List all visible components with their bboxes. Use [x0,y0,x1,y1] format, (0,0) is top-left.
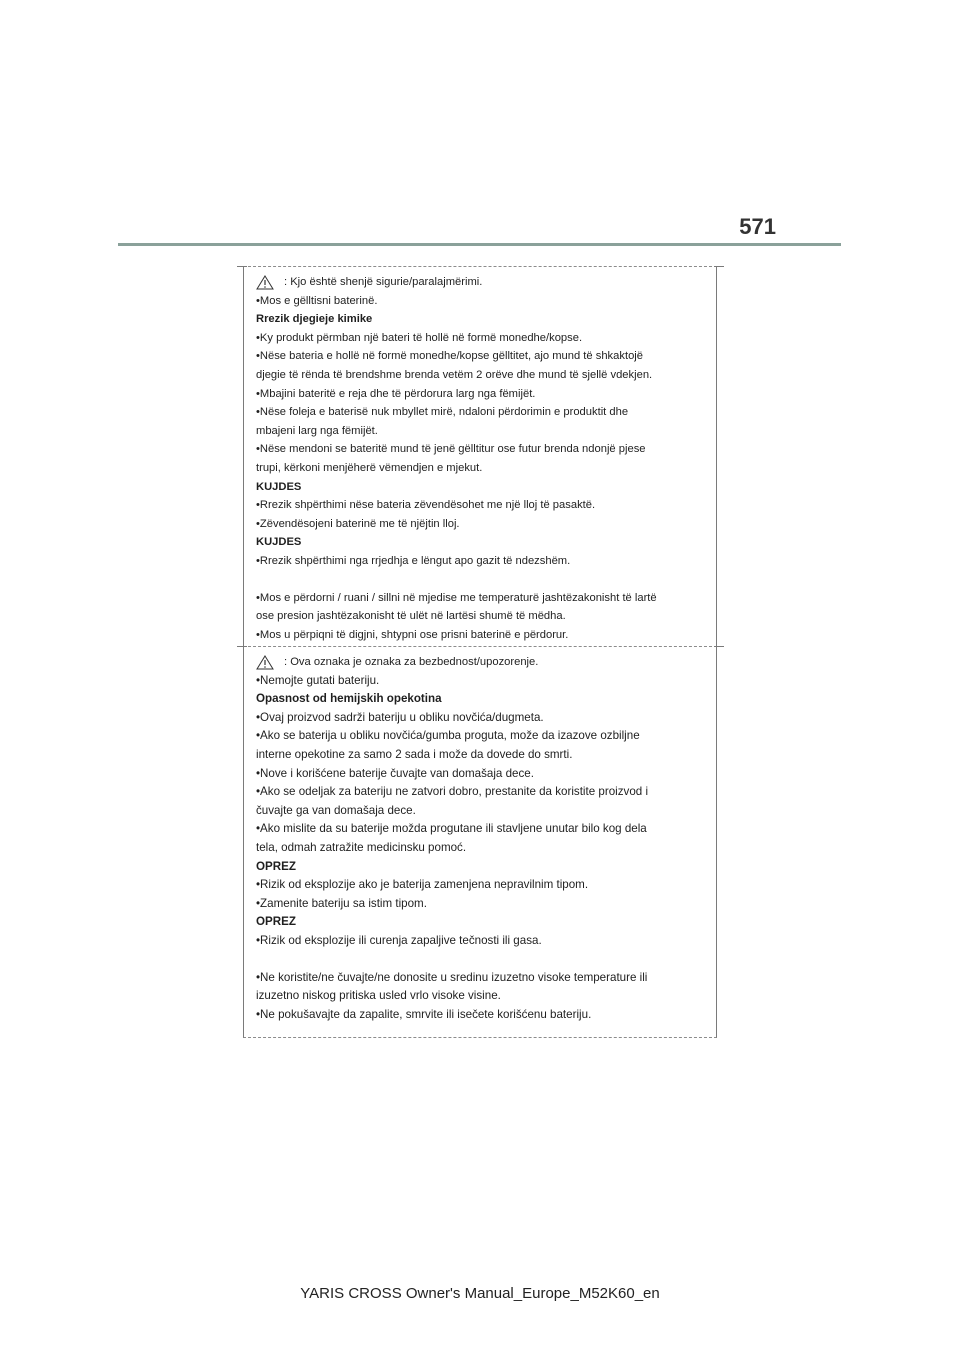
warning-heading-text: : Ova oznaka je oznaka za bezbednost/upozorenje. [284,656,539,668]
label-line: •Ako se baterija u obliku novčića/gumba proguta, može da izazove ozbiljne [256,729,640,743]
crop-mark [237,646,247,647]
label-line: •Zëvendësojeni baterinë me të njëjtin lloj. [256,517,460,530]
label-line: •Rizik od eksplozije ili curenja zapaljive tečnosti ili gasa. [256,933,542,947]
label-line: izuzetno niskog pritiska usled vrlo visoke visine. [256,989,501,1003]
section-heading: KUJDES [256,536,302,549]
label-line: čuvajte ga van domašaja dece. [256,803,416,817]
warning-heading [256,273,716,292]
label-line: •Nove i korišćene baterije čuvajte van domašaja dece. [256,766,534,780]
label-line: ose presion jashtëzakonisht të ulët në lartësi shumë të mëdha. [256,610,566,623]
warning-triangle-icon [256,655,274,670]
section-heading: OPREZ [256,859,296,873]
warning-triangle-icon [256,275,274,290]
label-line: trupi, kërkoni menjëherë vëmendjen e mjekut. [256,461,483,474]
label-line: •Mos e përdorni / ruani / sillni në mjedise me temperaturë jashtëzakonisht të lartë [256,591,657,604]
label-line: djegie të rënda të brendshme brenda vetëm 2 orëve dhe mund të sjellë vdekjen. [256,368,653,381]
label-line: •Mos u përpiqni të digjni, shtypni ose prisni baterinë e përdorur. [256,628,569,641]
label-block-serbian [243,646,717,1038]
label-line: •Rizik od eksplozije ako je baterija zamenjena nepravilnim tipom. [256,878,589,892]
label-line: •Nëse mendoni se bateritë mund të jenë gëlltitur ose futur brenda ndonjë pjese [256,443,646,456]
label-line: •Mos e gëlltisni baterinë. [256,294,378,307]
label-line: •Nëse foleja e baterisë nuk mbyllet mirë, ndaloni përdorimin e produktit dhe [256,406,629,419]
section-heading: KUJDES [256,480,302,493]
crop-mark [714,646,724,647]
label-line: •Rrezik shpërthimi nga rrjedhja e lëngut apo gazit të ndezshëm. [256,554,571,567]
warning-heading [256,653,716,672]
label-line: tela, odmah zatražite medicinsku pomoć. [256,840,467,854]
label-line: •Ovaj proizvod sadrži bateriju u obliku novčića/dugmeta. [256,710,544,724]
label-line: mbajeni larg nga fëmijët. [256,424,378,437]
label-line: •Rrezik shpërthimi nëse bateria zëvendësohet me një lloj të pasaktë. [256,499,596,512]
page-number: 571 [739,214,776,239]
warning-heading-text: : Kjo është shenjë sigurie/paralajmërimi. [284,276,483,288]
label-line: •Ako se odeljak za bateriju ne zatvori dobro, prestanite da koristite proizvod i [256,785,649,799]
label-line: •Ky produkt përmban një bateri të hollë në formë monedhe/kopse. [256,331,583,344]
section-heading: Rrezik djegieje kimike [256,313,373,326]
label-line: •Nemojte gutati bateriju. [256,673,380,687]
header-rule [118,243,841,246]
section-heading: OPREZ [256,915,296,929]
crop-mark [714,266,724,267]
label-line: interne opekotine za samo 2 sada i može da dovede do smrti. [256,747,573,761]
crop-mark [237,266,247,267]
footer-text: YARIS CROSS Owner's Manual_Europe_M52K60_en [300,1285,660,1302]
label-line: •Nëse bateria e hollë në formë monedhe/kopse gëlltitet, ajo mund të shkaktojë [256,350,644,363]
label-line: •Ne koristite/ne čuvajte/ne donosite u sredinu izuzetno visoke temperature ili [256,970,648,984]
label-line: •Ako mislite da su baterije možda progutane ili stavljene unutar bilo kog dela [256,822,647,836]
label-line: •Zamenite bateriju sa istim tipom. [256,896,427,910]
section-heading: Opasnost od hemijskih opekotina [256,692,442,706]
label-lines [256,292,716,645]
label-lines [256,672,716,1025]
label-line: •Ne pokušavajte da zapalite, smrvite ili isečete korišćenu bateriju. [256,1007,592,1021]
label-line: •Mbajini bateritë e reja dhe të përdorura larg nga fëmijët. [256,387,536,400]
label-block-albanian [243,266,717,646]
